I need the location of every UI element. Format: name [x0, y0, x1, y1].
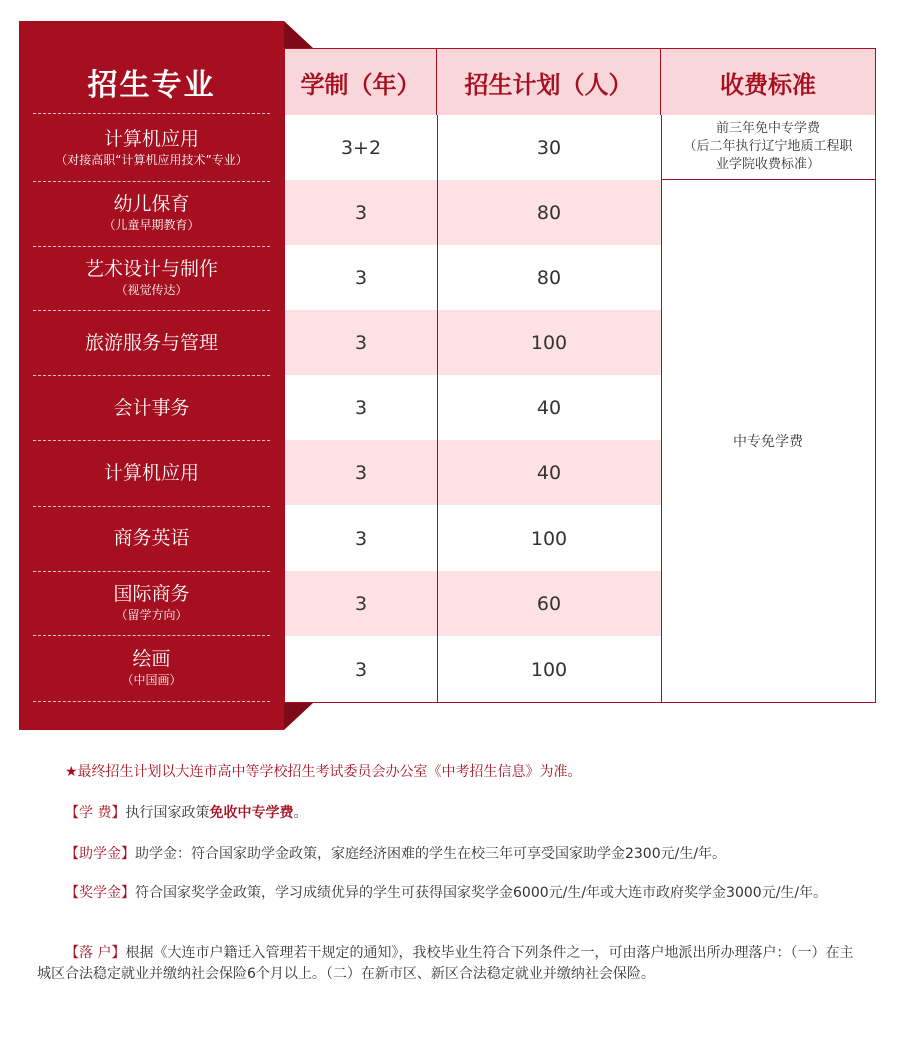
duration-header: 学制（年）: [285, 49, 437, 115]
major-column: [19, 21, 284, 730]
fee-line: （后二年执行辽宁地质工程职: [683, 139, 853, 154]
aid-note: [37, 844, 895, 865]
major-row: [19, 245, 284, 310]
duration-cell: 3: [354, 396, 368, 419]
plan-cell: 100: [530, 527, 568, 550]
duration-cell: 3: [354, 592, 368, 615]
table-row: [285, 440, 661, 505]
fee-rest-cell: 中专免学费: [733, 434, 803, 450]
column-divider: [437, 115, 438, 702]
table-row: [285, 375, 661, 440]
major-row: [19, 570, 284, 635]
duration-cell: 3: [354, 201, 368, 224]
star-note: ★最终招生计划以大连市高中等学校招生考试委员会办公室《中考招生信息》为准。: [65, 764, 582, 780]
table-row: [285, 571, 661, 636]
duration-cell: 3: [354, 266, 368, 289]
scholarship-text: 符合国家奖学金政策，学习成绩优异的学生可获得国家奖学金6000元/生/年或大连市政府奖学金3000元/生/年。: [135, 885, 828, 901]
major-row: [19, 115, 284, 180]
plan-cell: 100: [530, 331, 568, 354]
major-name: 绘画: [132, 647, 171, 670]
plan-cell: 80: [536, 201, 562, 224]
major-name: 会计事务: [113, 396, 190, 419]
fee-header: 收费标准: [661, 49, 875, 115]
duration-cell: 3+2: [340, 136, 382, 159]
divider: [33, 113, 270, 114]
table-row: [285, 180, 661, 245]
major-row: [19, 180, 284, 245]
major-subtitle: （儿童早期教育）: [103, 217, 200, 232]
tuition-label: 【学 费】: [65, 805, 126, 821]
hukou-note: [37, 943, 867, 985]
major-name: 旅游服务与管理: [84, 331, 218, 354]
divider: [33, 701, 270, 702]
plan-cell: 100: [530, 658, 568, 681]
major-row: [19, 310, 284, 375]
major-subtitle: （对接高职“计算机应用技术”专业）: [55, 152, 248, 167]
major-name: 国际商务: [113, 582, 190, 605]
major-row: [19, 375, 284, 440]
scholarship-note: [37, 883, 867, 904]
aid-label: 【助学金】: [65, 846, 135, 862]
plan-cell: 40: [536, 461, 562, 484]
major-subtitle: （留学方向）: [115, 607, 188, 622]
major-name: 艺术设计与制作: [84, 257, 218, 280]
major-row: [19, 440, 284, 505]
plan-cell: 80: [536, 266, 562, 289]
major-row: [19, 635, 284, 700]
aid-text: 助学金：符合国家助学金政策，家庭经济困难的学生在校三年可享受国家助学金2300元/生/年。: [135, 846, 727, 862]
major-subtitle: （中国画）: [121, 672, 182, 687]
duration-cell: 3: [354, 658, 368, 681]
plan-cell: 30: [536, 136, 562, 159]
hukou-label: 【落 户】: [65, 945, 126, 961]
table-row: [285, 245, 661, 310]
hukou-text: 根据《大连市户籍迁入管理若干规定的通知》，我校毕业生符合下列条件之一，可由落户地派出所办理落户：（一）在主城区合法稳定就业并缴纳社会保险6个月以上。（二）在新市区、新区合法稳定就业并缴纳社会保险。: [37, 945, 854, 982]
major-name: 幼儿保育: [113, 192, 190, 215]
table-row: [285, 506, 661, 571]
tuition-note: [37, 803, 895, 824]
duration-cell: 3: [354, 331, 368, 354]
fee-first-cell: [661, 115, 875, 180]
table-row: [285, 637, 661, 702]
tuition-highlight: 免收中专学费: [209, 805, 294, 821]
major-name: 计算机应用: [103, 461, 199, 484]
major-row: [19, 505, 284, 570]
duration-cell: 3: [354, 461, 368, 484]
plan-header: 招生计划（人）: [437, 49, 661, 115]
duration-cell: 3: [354, 527, 368, 550]
major-name: 商务英语: [113, 526, 190, 549]
fee-line: 业学院收费标准）: [715, 157, 820, 172]
major-header: 招生专业: [87, 68, 216, 103]
fee-line: 前三年免中专学费: [715, 121, 820, 136]
plan-cell: 60: [536, 592, 562, 615]
scholarship-label: 【奖学金】: [65, 885, 135, 901]
plan-cell: 40: [536, 396, 562, 419]
table-row: [285, 115, 661, 180]
major-subtitle: （视觉传达）: [115, 282, 188, 297]
plan-table: [284, 48, 876, 703]
table-row: [285, 310, 661, 375]
tuition-text: 执行国家政策: [125, 805, 210, 821]
tuition-end: 。: [293, 805, 308, 821]
major-name: 计算机应用: [103, 127, 199, 150]
